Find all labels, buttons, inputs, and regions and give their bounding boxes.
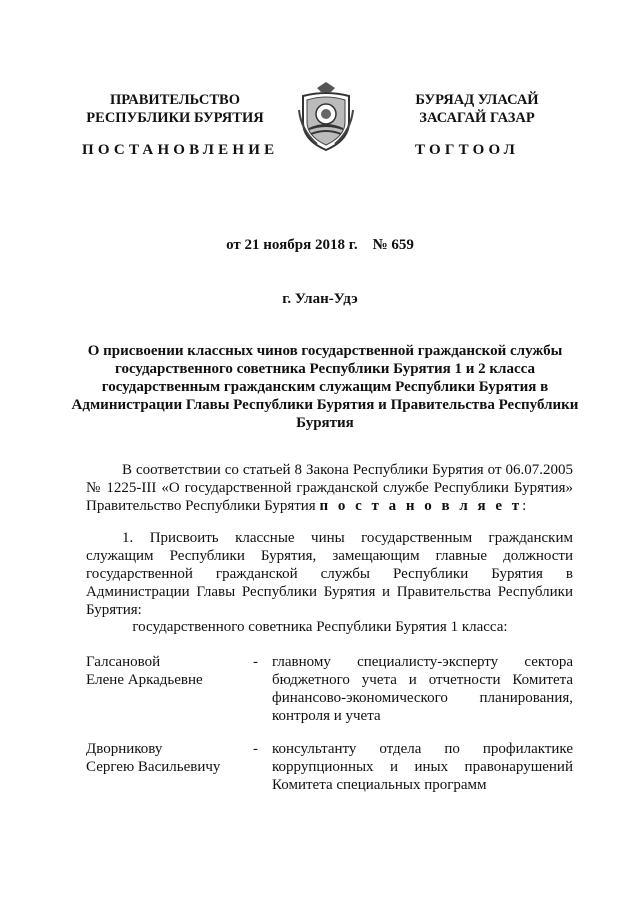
header-right-line1: БУРЯАД УЛАСАЙ [415, 92, 539, 108]
header-left-line2: РЕСПУБЛИКИ БУРЯТИЯ [86, 110, 264, 126]
appointee-name: Дворникову Сергею Васильевичу [86, 741, 221, 775]
preamble-text: В соответствии со статьей 8 Закона Республики Бурятия от 06.07.2005 № 1225-III «О государственной гражданской службе Республики Бурятия» Правительство Республики Бурятия [86, 462, 573, 514]
doc-type-russian: ПОСТАНОВЛЕНИЕ [82, 142, 279, 158]
coat-of-arms-emblem [297, 80, 355, 152]
resolves-keyword: п о с т а н о в л я е т [319, 498, 523, 514]
clause-1-paragraph: 1. Присвоить классные чины государственным гражданским служащим Республики Бурятия, замещающим главные должности государственной гражданской службы Республики Бурятия в Администрации Главы Республики Бурятия и Правительства Республики Бурятия: [86, 530, 573, 618]
header-left-block [70, 91, 280, 127]
header-right-block [372, 91, 582, 127]
document-city: г. Улан-Удэ [282, 291, 358, 307]
emblem-crown-icon [317, 82, 335, 92]
appointee-name: Галсановой Елене Аркадьевне [86, 654, 203, 688]
header-left-line1: ПРАВИТЕЛЬСТВО [110, 92, 240, 108]
document-date-number: от 21 ноября 2018 г. № 659 [226, 237, 414, 253]
preamble-colon: : [522, 498, 527, 514]
document-title: О присвоении классных чинов государственной гражданской службы государственного советника Республики Бурятия 1 и 2 класса государственным гражданским служащим Республики Бурятия в Администрации Главы Республики Бурятия и Правительства Республики Бурятия [71, 343, 579, 431]
appointee-position: главному специалисту-эксперту сектора бюджетного учета и отчетности Комитета финансово-экономического планирования, контроля и учета [272, 654, 573, 724]
grade-heading: государственного советника Республики Бурятия 1 класса: [132, 619, 508, 635]
doc-type-buryat: ТОГТООЛ [415, 142, 519, 158]
appointee-dash: - [253, 741, 258, 757]
preamble-paragraph [86, 461, 573, 515]
header-right-line2: ЗАСАГАЙ ГАЗАР [419, 110, 535, 126]
appointee-position: консультанту отдела по профилактике коррупционных и иных правонарушений Комитета специальных программ [272, 741, 573, 793]
appointee-dash: - [253, 654, 258, 670]
